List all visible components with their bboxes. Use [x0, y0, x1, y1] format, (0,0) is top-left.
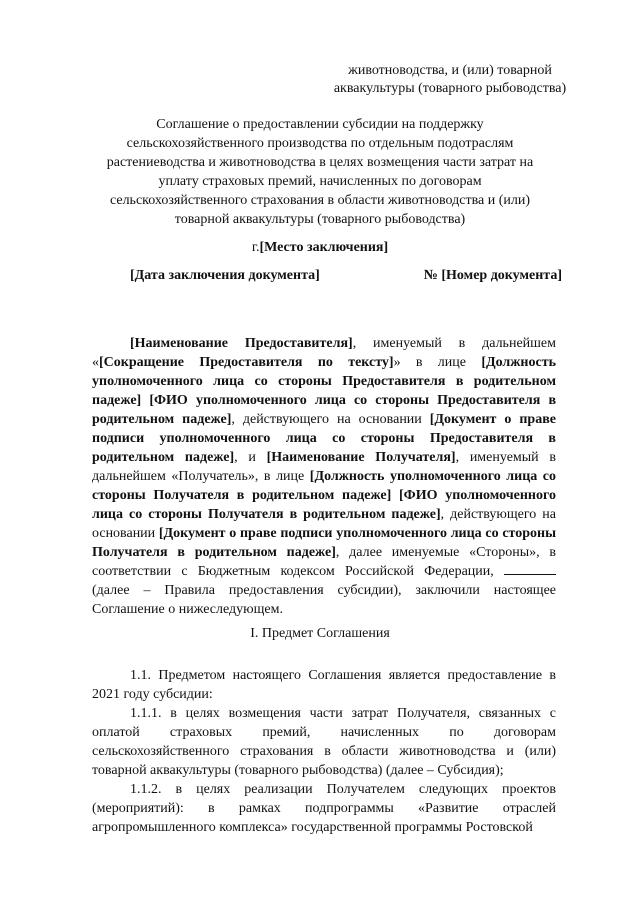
place-value: [Место заключения] — [259, 240, 389, 255]
grantor-position: [Должность уполномоченного лица со стороны Предоставителя в родительном падеже] — [92, 355, 556, 408]
place-prefix: г. — [251, 240, 260, 255]
grantor-document: [Документ о праве подписи уполномоченного лица со стороны Предоставителя в родительном падеже] — [92, 412, 556, 465]
header-block — [300, 62, 600, 98]
section-heading: I. Предмет Соглашения — [250, 626, 390, 641]
clause-1-1-2: 1.1.2. в целях реализации Получателем следующих проектов (мероприятий): в рамках подпрограммы «Развитие отраслей агропромышленного комплекса» государственной программы Ростовской — [92, 782, 556, 835]
blank-line — [504, 574, 556, 575]
text — [391, 488, 399, 503]
place-of-conclusion — [0, 240, 640, 256]
document-date: [Дата заключения документа] — [130, 268, 320, 283]
recipient-fio: [ФИО уполномоченного лица со стороны Получателя в родительном падеже] — [92, 488, 556, 522]
grantor-fio: [ФИО уполномоченного лица со стороны Предоставителя в родительном падеже] — [92, 393, 557, 427]
recipient-document: [Документ о праве подписи уполномоченного лица со стороны Получателя в родительном падеже] — [92, 526, 557, 560]
number-prefix: № — [423, 268, 438, 283]
text: , далее именуемые «Стороны», в соответствии с Бюджетным кодексом Российской Федерации, — [92, 545, 556, 579]
number-value: [Номер документа] — [441, 268, 562, 283]
text: , именуемый в дальнейшем « — [92, 336, 556, 370]
clause-1-1-1: 1.1.1. в целях возмещения части затрат Получателя, связанных с оплатой страховых премий, начисленных по договорам сельскохозяйственного страхования в области животноводства и (или) товарной аквакультуры (товарного рыбоводства) (далее – Субсидия); — [92, 706, 556, 778]
document-title: Соглашение о предоставлении субсидии на поддержку сельскохозяйственного производства по отдельным подотраслям растениеводства и животноводства в целях возмещения части затрат на уплату страховых премий, начисленных по договорам сельскохозяйственного страхования в области животноводства и (или) товарной аквакультуры (товарного рыбоводства) — [106, 117, 534, 227]
text: » в лице — [393, 355, 482, 370]
document-number — [424, 268, 562, 284]
preamble-paragraph — [92, 334, 556, 619]
grantor-short-name: [Сокращение Предоставителя по тексту] — [99, 355, 394, 370]
grantor-name: [Наименование Предоставителя] — [130, 336, 353, 351]
text: (далее – Правила предоставления субсидии), заключили настоящее Соглашение о нижеследующем. — [92, 583, 556, 617]
text: , действующего на основании — [231, 412, 430, 427]
recipient-name: [Наименование Получателя] — [266, 450, 456, 465]
header-line-1: животноводства, и (или) товарной — [348, 63, 552, 78]
recipient-position: [Должность уполномоченного лица со стороны Получателя в родительном падеже] — [92, 469, 557, 503]
text: , действующего на основании — [92, 507, 556, 541]
text: , и — [234, 450, 267, 465]
header-line-2: аквакультуры (товарного рыбоводства) — [333, 81, 567, 96]
clause-1-1: 1.1. Предметом настоящего Соглашения является предоставление в 2021 году субсидии: — [92, 668, 556, 702]
text: , именуемый в дальнейшем «Получатель», в лице — [92, 450, 556, 484]
